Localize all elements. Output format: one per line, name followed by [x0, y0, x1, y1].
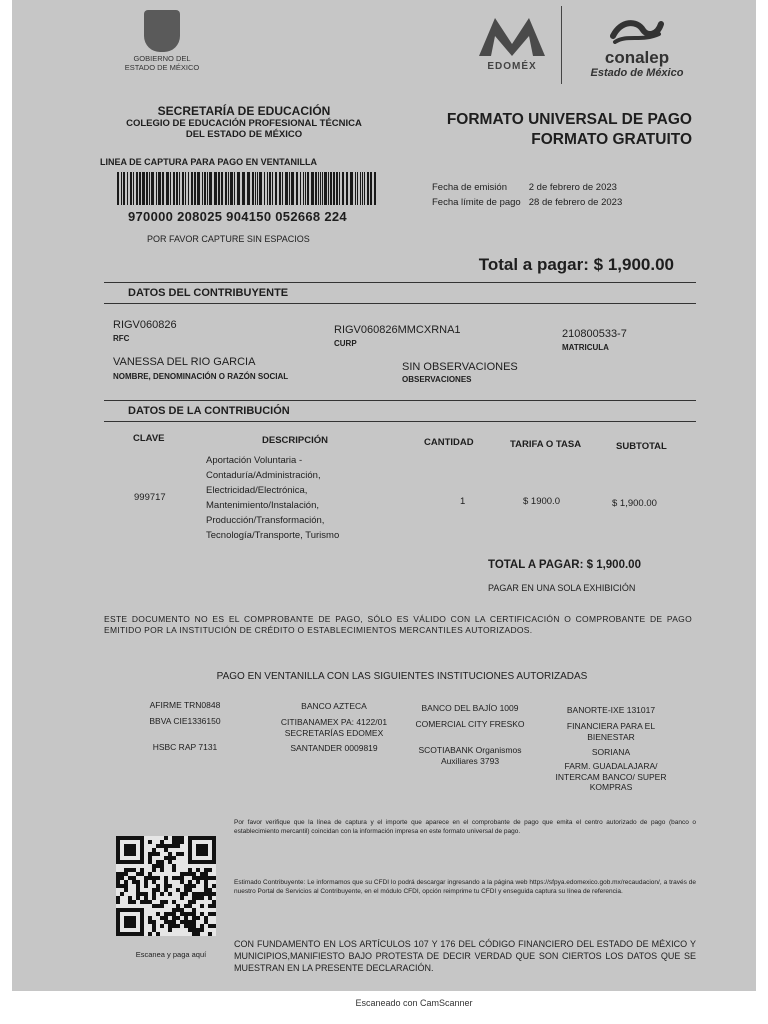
- payment-document: [12, 0, 756, 991]
- desc-line: Contaduría/Administración,: [206, 470, 321, 481]
- institution: SORIANA: [591, 747, 631, 757]
- row-subtotal: $ 1,900.00: [612, 498, 657, 509]
- qr-code-icon[interactable]: [116, 836, 216, 936]
- conalep-sub: Estado de México: [590, 67, 684, 79]
- institution: SANTANDER 0009819: [290, 743, 378, 753]
- single-payment: PAGAR EN UNA SOLA EXHIBICIÓN: [488, 583, 636, 593]
- col-tarifa: TARIFA O TASA: [510, 439, 582, 450]
- divider: [104, 421, 696, 422]
- dates-table: [432, 180, 630, 210]
- col-descripcion: DESCRIPCIÓN: [262, 435, 328, 446]
- col-cantidad: CANTIDAD: [424, 437, 474, 448]
- contribucion-title: DATOS DE LA CONTRIBUCIÓN: [128, 405, 290, 417]
- gov-logo-line2: ESTADO DE MÉXICO: [124, 63, 200, 72]
- capture-code: 970000 208025 904150 052668 224: [128, 209, 347, 224]
- desc-line: Mantenimiento/Instalación,: [206, 500, 320, 511]
- total-header-value: $ 1,900.00: [593, 255, 674, 274]
- nombre-label: NOMBRE, DENOMINACIÓN O RAZÓN SOCIAL: [113, 372, 289, 381]
- curp-label: CURP: [334, 339, 357, 348]
- edomex-logo: [467, 14, 557, 72]
- limite-value: 28 de febrero de 2023: [528, 197, 623, 208]
- conalep-logo: [577, 16, 697, 79]
- format-title-1: FORMATO UNIVERSAL DE PAGO: [446, 111, 692, 128]
- edomex-m-icon: [477, 14, 547, 56]
- institutions-col1: [130, 700, 240, 753]
- colegio-line1: COLEGIO DE EDUCACIÓN PROFESIONAL TÉCNICA: [126, 118, 362, 129]
- institution: FARM. GUADALAJARA/ INTERCAM BANCO/ SUPER KOMPRAS: [555, 761, 667, 792]
- rfc-label: RFC: [113, 334, 130, 343]
- obs-value: SIN OBSERVACIONES: [402, 361, 518, 373]
- capture-label: LINEA DE CAPTURA PARA PAGO EN VENTANILLA: [100, 157, 318, 167]
- institutions-col4: [550, 705, 672, 793]
- total-footer-value: $ 1,900.00: [586, 559, 641, 571]
- institution: CITIBANAMEX PA: 4122/01 SECRETARÍAS EDOMEX: [280, 717, 388, 738]
- institutions-col3: [410, 703, 530, 766]
- desc-line: Tecnología/Transporte, Turismo: [206, 530, 340, 541]
- divider: [104, 303, 696, 304]
- institution: COMERCIAL CITY FRESKO: [415, 719, 525, 729]
- nombre-value: VANESSA DEL RIO GARCIA: [113, 356, 256, 368]
- format-title-2: FORMATO GRATUITO: [531, 131, 692, 148]
- row-clave: 999717: [134, 492, 166, 503]
- disclaimer: ESTE DOCUMENTO NO ES EL COMPROBANTE DE PAGO, SÓLO ES VÁLIDO CON LA CERTIFICACIÓN O COMPROBANTE DE PAGO EMITIDO POR LA INSTITUCIÓN DE CRÉDITO O ESTABLECIMIENTOS MERCANTILES AUTORIZADOS.: [104, 614, 692, 635]
- matricula-value: 210800533-7: [562, 328, 627, 340]
- conalep-name: conalep: [604, 48, 670, 67]
- gov-logo-line1: GOBIERNO DEL: [133, 54, 191, 63]
- institution: FINANCIERA PARA EL BIENESTAR: [566, 721, 656, 742]
- conalep-icon: [607, 16, 667, 44]
- fundamento-note: CON FUNDAMENTO EN LOS ARTÍCULOS 107 Y 176 DEL CÓDIGO FINANCIERO DEL ESTADO DE MÉXICO Y MUNICIPIOS,MANIFIESTO BAJO PROTESTA DE DECIR VERDAD QUE SON CIERTOS LOS DATOS QUE SE MUESTRAN EN LA PRESENTE DECLARACIÓN.: [234, 939, 696, 973]
- cfdi-note: Estimado Contribuyente: Le informamos que su CFDI lo podrá descargar ingresando a la página web https://sfpya.edomexico.gob.mx/recaudacion/, a través de nuestro Portal de Servicios al Contribuyente, en el módulo CFDI, opción reimprime tu CFDI y enseguida captura su línea de referencia.: [234, 879, 696, 895]
- total-footer-label: TOTAL A PAGAR:: [488, 559, 584, 571]
- matricula-label: MATRICULA: [562, 343, 609, 352]
- gov-logo: [102, 10, 222, 72]
- institution: SCOTIABANK Organismos Auxiliares 3793: [418, 745, 522, 766]
- institution: AFIRME TRN0848: [149, 700, 221, 710]
- format-title: [392, 110, 692, 150]
- curp-value: RIGV060826MMCXRNA1: [334, 324, 461, 336]
- scanner-note: Escaneado con CamScanner: [355, 998, 473, 1008]
- divider: [104, 400, 696, 401]
- desc-line: Producción/Transformación,: [206, 515, 325, 526]
- barcode-icon: [117, 172, 377, 205]
- contribuyente-title: DATOS DEL CONTRIBUYENTE: [128, 287, 289, 299]
- total-header-label: Total a pagar:: [478, 255, 589, 274]
- capture-instruction: POR FAVOR CAPTURE SIN ESPACIOS: [147, 234, 310, 244]
- verify-note: Por favor verifique que la línea de captura y el importe que aparece en el comprobante de pago que emita el centro autorizado de pago (banco o establecimiento mercantil) coincidan con la información impresa en este formato universal de pago.: [234, 819, 696, 835]
- divider: [104, 282, 696, 283]
- secretaria: SECRETARÍA DE EDUCACIÓN: [157, 104, 331, 118]
- col-clave: CLAVE: [133, 433, 165, 444]
- total-header: [412, 255, 674, 275]
- issuer-title: [94, 104, 394, 140]
- emision-label: Fecha de emisión: [432, 182, 507, 193]
- limite-label: Fecha límite de pago: [432, 197, 521, 208]
- colegio-line2: DEL ESTADO DE MÉXICO: [185, 129, 303, 140]
- institution: BANORTE-IXE 131017: [566, 705, 656, 715]
- row-tarifa: $ 1900.0: [523, 496, 560, 507]
- obs-label: OBSERVACIONES: [402, 375, 472, 384]
- qr-caption: Escanea y paga aquí: [135, 950, 207, 959]
- institutions-col2: [264, 701, 404, 754]
- institution: HSBC RAP 7131: [152, 742, 218, 752]
- institution: BANCO DEL BAJÍO 1009: [421, 703, 519, 713]
- row-descripcion: [206, 453, 406, 543]
- institution: BANCO AZTECA: [301, 701, 367, 711]
- row-cantidad: 1: [460, 496, 466, 507]
- edomex-label: EDOMÉX: [487, 61, 537, 72]
- coat-of-arms-icon: [144, 10, 180, 52]
- emision-value: 2 de febrero de 2023: [528, 182, 617, 193]
- desc-line: Aportación Voluntaria -: [206, 455, 303, 466]
- desc-line: Electricidad/Electrónica,: [206, 485, 308, 496]
- total-footer: [488, 559, 641, 571]
- col-subtotal: SUBTOTAL: [616, 441, 667, 452]
- institutions-title: PAGO EN VENTANILLA CON LAS SIGUIENTES INSTITUCIONES AUTORIZADAS: [216, 671, 588, 682]
- logo-divider: [561, 6, 562, 84]
- institution: BBVA CIE1336150: [149, 716, 221, 726]
- rfc-value: RIGV060826: [113, 319, 177, 331]
